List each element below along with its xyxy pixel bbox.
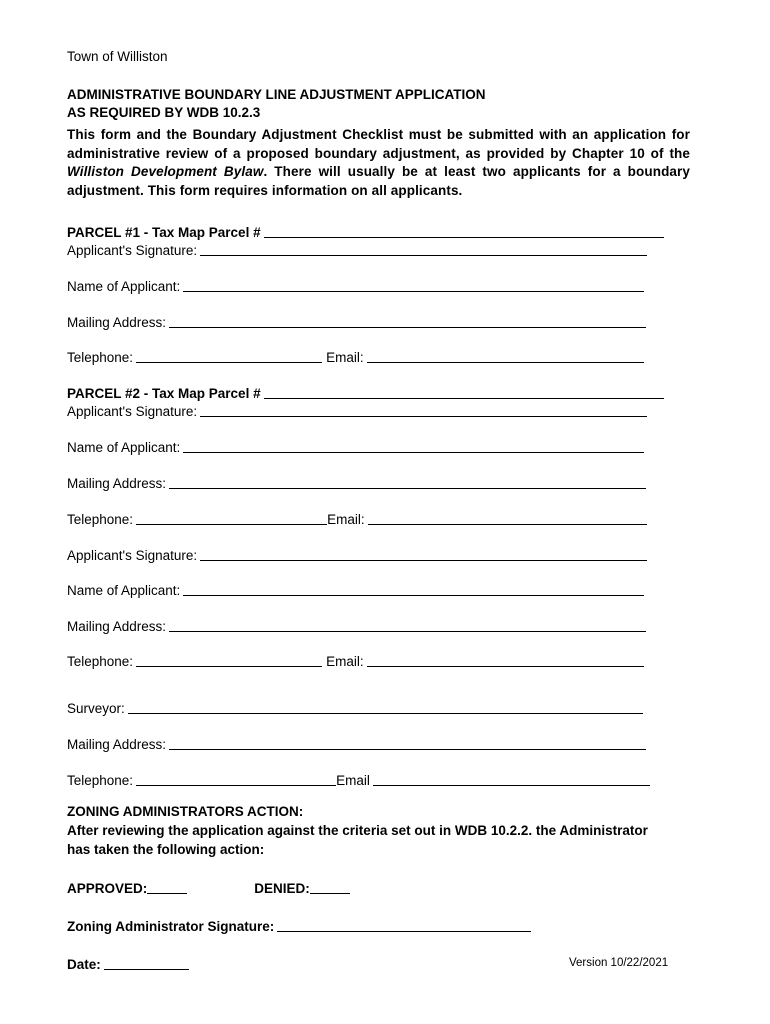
surveyor-address-label: Mailing Address: bbox=[67, 737, 167, 752]
parcel1-contact-row bbox=[67, 347, 644, 365]
intro-paragraph bbox=[67, 126, 690, 200]
applicant3-name-field[interactable] bbox=[183, 582, 644, 596]
parcel2-address-label: Mailing Address: bbox=[67, 476, 167, 491]
date-row bbox=[67, 954, 189, 972]
parcel2-name-row bbox=[67, 437, 644, 455]
parcel2-email-field[interactable] bbox=[368, 511, 647, 525]
parcel2-contact-row bbox=[67, 509, 647, 527]
parcel1-telephone-label: Telephone: bbox=[67, 350, 134, 365]
parcel1-email-field[interactable] bbox=[367, 349, 644, 363]
parcel1-name-row bbox=[67, 276, 644, 294]
applicant3-signature-label: Applicant's Signature: bbox=[67, 548, 198, 563]
applicant3-signature-field[interactable] bbox=[200, 547, 647, 561]
form-title-line1: ADMINISTRATIVE BOUNDARY LINE ADJUSTMENT APPLICATION bbox=[67, 87, 486, 102]
parcel2-email-label: Email: bbox=[327, 512, 365, 527]
parcel1-signature-field[interactable] bbox=[200, 242, 647, 256]
zoning-text-line2: has taken the following action: bbox=[67, 842, 265, 857]
applicant3-telephone-label: Telephone: bbox=[67, 654, 134, 669]
parcel1-name-label: Name of Applicant: bbox=[67, 279, 181, 294]
surveyor-contact-row bbox=[67, 770, 650, 788]
parcel2-telephone-field[interactable] bbox=[136, 511, 327, 525]
surveyor-telephone-label: Telephone: bbox=[67, 773, 134, 788]
denied-label: DENIED: bbox=[254, 881, 310, 896]
parcel2-address-row bbox=[67, 473, 646, 491]
parcel2-tax-map-row bbox=[67, 383, 664, 401]
parcel1-tax-map-row bbox=[67, 222, 664, 240]
applicant3-name-row bbox=[67, 580, 644, 598]
date-label: Date: bbox=[67, 957, 101, 972]
applicant3-address-field[interactable] bbox=[169, 618, 646, 632]
applicant3-name-label: Name of Applicant: bbox=[67, 583, 181, 598]
decision-row bbox=[67, 878, 350, 896]
surveyor-field[interactable] bbox=[128, 700, 643, 714]
parcel2-heading: PARCEL #2 - Tax Map Parcel # bbox=[67, 386, 261, 401]
surveyor-telephone-field[interactable] bbox=[136, 772, 336, 786]
surveyor-label: Surveyor: bbox=[67, 701, 125, 716]
intro-text-2: . There will usually be at least two applicants for a boundary adjustment. This form requires information on all applicants. bbox=[67, 164, 690, 198]
parcel2-address-field[interactable] bbox=[169, 475, 646, 489]
applicant3-address-label: Mailing Address: bbox=[67, 619, 167, 634]
applicant3-contact-row bbox=[67, 651, 644, 669]
parcel1-address-label: Mailing Address: bbox=[67, 315, 167, 330]
version-label: Version 10/22/2021 bbox=[569, 957, 669, 969]
applicant3-address-row bbox=[67, 616, 646, 634]
applicant3-email-label: Email: bbox=[326, 654, 364, 669]
parcel1-name-field[interactable] bbox=[183, 278, 644, 292]
parcel1-heading: PARCEL #1 - Tax Map Parcel # bbox=[67, 225, 261, 240]
parcel2-signature-label: Applicant's Signature: bbox=[67, 404, 198, 419]
zoning-signature-label: Zoning Administrator Signature: bbox=[67, 919, 275, 934]
parcel1-signature-label: Applicant's Signature: bbox=[67, 243, 198, 258]
parcel1-signature-row bbox=[67, 240, 647, 258]
zoning-signature-row bbox=[67, 916, 531, 934]
town-name: Town of Williston bbox=[67, 49, 168, 64]
parcel1-address-field[interactable] bbox=[169, 314, 646, 328]
applicant3-email-field[interactable] bbox=[367, 653, 644, 667]
bylaw-name: Williston Development Bylaw bbox=[67, 164, 264, 179]
parcel2-name-field[interactable] bbox=[183, 439, 644, 453]
parcel1-telephone-field[interactable] bbox=[136, 349, 322, 363]
zoning-text-line1: After reviewing the application against the criteria set out in WDB 10.2.2. the Administrator bbox=[67, 823, 648, 838]
parcel2-tax-map-field[interactable] bbox=[264, 385, 664, 399]
parcel2-telephone-label: Telephone: bbox=[67, 512, 134, 527]
form-title-line2: AS REQUIRED BY WDB 10.2.3 bbox=[67, 105, 261, 120]
date-field[interactable] bbox=[104, 956, 189, 970]
parcel1-address-row bbox=[67, 312, 646, 330]
surveyor-email-label: Email bbox=[336, 773, 370, 788]
applicant3-signature-row bbox=[67, 545, 647, 563]
zoning-signature-field[interactable] bbox=[277, 918, 531, 932]
zoning-heading: ZONING ADMINISTRATORS ACTION: bbox=[67, 804, 304, 819]
parcel2-name-label: Name of Applicant: bbox=[67, 440, 181, 455]
approved-field[interactable] bbox=[147, 880, 187, 894]
surveyor-address-row bbox=[67, 734, 646, 752]
applicant3-telephone-field[interactable] bbox=[136, 653, 322, 667]
parcel2-signature-row bbox=[67, 401, 647, 419]
parcel1-email-label: Email: bbox=[326, 350, 364, 365]
surveyor-address-field[interactable] bbox=[169, 736, 646, 750]
surveyor-email-field[interactable] bbox=[373, 772, 650, 786]
denied-field[interactable] bbox=[310, 880, 350, 894]
parcel1-tax-map-field[interactable] bbox=[264, 224, 664, 238]
intro-text-1: This form and the Boundary Adjustment Checklist must be submitted with an application for administrative review of a proposed boundary adjustment, as provided by Chapter 10 of the bbox=[67, 127, 690, 161]
parcel2-signature-field[interactable] bbox=[200, 403, 647, 417]
approved-label: APPROVED: bbox=[67, 881, 148, 896]
surveyor-row bbox=[67, 698, 643, 716]
